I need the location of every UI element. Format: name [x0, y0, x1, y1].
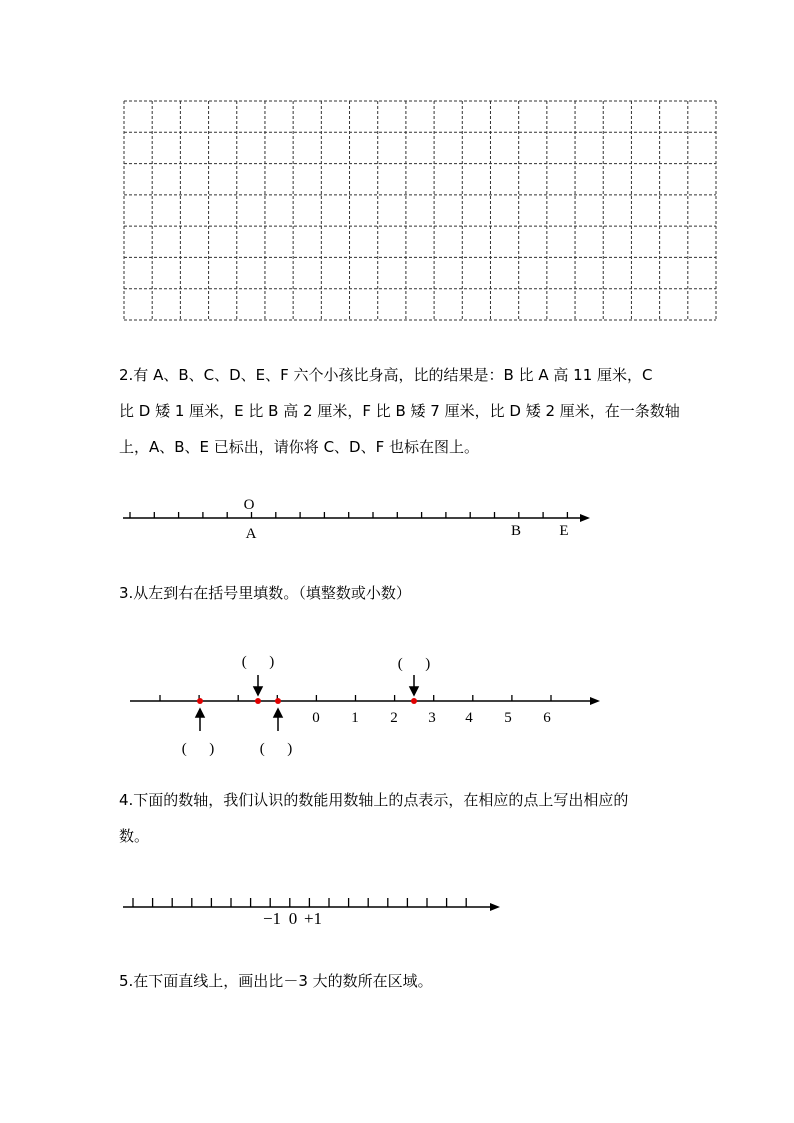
q4-text-line1: 4.下面的数轴，我们认识的数能用数轴上的点表示，在相应的点上写出相应的	[119, 791, 629, 809]
q3-arrowhead-down-2	[410, 687, 418, 695]
q3-point-2	[255, 698, 261, 704]
q2-text-line3: 上，A、B、E 已标出，请你将 C、D、F 也标在图上。	[119, 438, 479, 456]
q2-text-line1: 2.有 A、B、C、D、E、F 六个小孩比身高，比的结果是：B 比 A 高 11 厘米，C	[119, 366, 653, 384]
q3-text-line1: 3.从左到右在括号里填数。（填整数或小数）	[119, 584, 411, 602]
q3-tick-label-2: 2	[390, 710, 398, 726]
q2-point-b-label: B	[510, 523, 522, 539]
q5-text-line1: 5.在下面直线上，画出比－3 大的数所在区域。	[119, 972, 433, 990]
q3-number-line	[0, 640, 794, 770]
writing-grid	[123, 100, 717, 322]
q2-point-a-label: A	[245, 526, 257, 542]
q4-text-line2: 数。	[119, 827, 150, 845]
q3-tick-label-0: 0	[312, 710, 320, 726]
q2-text-line2: 比 D 矮 1 厘米，E 比 B 高 2 厘米，F 比 B 矮 7 厘米，比 D 矮 2 厘米，在一条数轴	[119, 402, 680, 420]
q2-point-e-label: E	[559, 523, 569, 539]
q4-axis-arrow	[490, 903, 500, 911]
q3-tick-label-4: 4	[465, 710, 473, 726]
q4-tick-label-pos1: +1	[303, 909, 323, 928]
q3-blank-4[interactable]: ( )	[259, 741, 293, 757]
q3-tick-label-1: 1	[351, 710, 359, 726]
q3-point-3	[275, 698, 281, 704]
q4-tick-label-neg1: −1	[262, 909, 282, 928]
q2-number-line	[0, 490, 794, 550]
q3-blank-1[interactable]: ( )	[241, 654, 275, 670]
q3-tick-label-5: 5	[504, 710, 512, 726]
q3-tick-label-6: 6	[543, 710, 551, 726]
q2-axis-arrow	[580, 514, 590, 522]
q3-blank-3[interactable]: ( )	[181, 741, 215, 757]
q4-number-line	[0, 885, 794, 935]
q3-axis-arrow	[590, 697, 600, 705]
q3-blank-2[interactable]: ( )	[397, 656, 431, 672]
q3-tick-label-3: 3	[428, 710, 436, 726]
q3-arrowhead-up-1	[196, 709, 204, 717]
q3-arrowhead-up-2	[274, 709, 282, 717]
q3-arrowhead-down-1	[254, 687, 262, 695]
q3-point-1	[197, 698, 203, 704]
q2-origin-label: O	[243, 497, 255, 513]
q4-tick-label-0: 0	[288, 909, 298, 928]
q3-point-4	[411, 698, 417, 704]
